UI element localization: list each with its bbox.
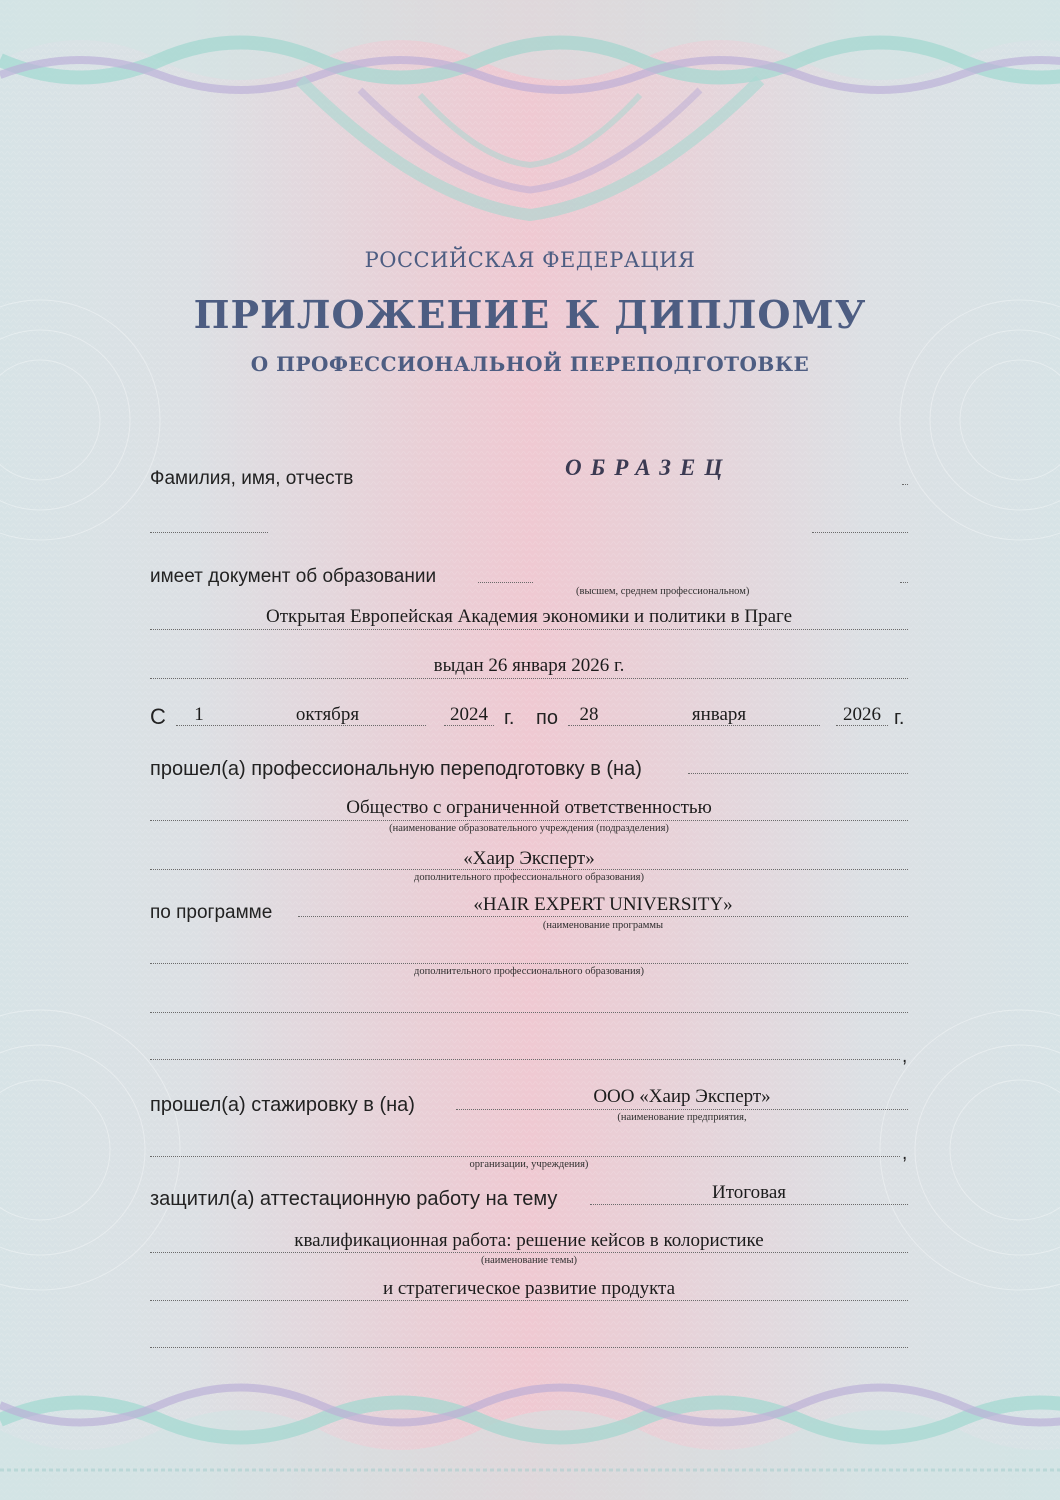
issued-line bbox=[150, 678, 908, 679]
thesis-label: защитил(а) аттестационную работу на тему bbox=[150, 1188, 558, 1210]
page-subtitle: О ПРОФЕССИОНАЛЬНОЙ ПЕРЕПОДГОТОВКЕ bbox=[250, 352, 810, 376]
retraining-org-line1: Общество с ограниченной ответственностью bbox=[346, 797, 712, 818]
period-from-prefix: С bbox=[150, 704, 166, 729]
fio-label: Фамилия, имя, отчеств bbox=[150, 468, 354, 489]
retraining-org-line2: «Хаир Эксперт» bbox=[463, 848, 595, 869]
period-to-day: 28 bbox=[579, 704, 599, 725]
program-line-3 bbox=[150, 1012, 908, 1013]
period-from-year: 2024 bbox=[450, 704, 488, 725]
thesis-line-1 bbox=[590, 1204, 908, 1205]
program-line-4 bbox=[150, 1059, 900, 1060]
internship-label: прошел(а) стажировку в (на) bbox=[150, 1094, 415, 1116]
sample-stamp: ОБРАЗЕЦ bbox=[565, 455, 732, 480]
program-caption2: дополнительного профессионального образования) bbox=[414, 966, 644, 977]
period-year-suffix: г. bbox=[504, 707, 515, 729]
education-caption: (высшем, среднем профессиональном) bbox=[576, 586, 750, 597]
internship-org: ООО «Хаир Эксперт» bbox=[593, 1086, 771, 1107]
program-line bbox=[298, 916, 908, 917]
org-line2-rule bbox=[150, 869, 908, 870]
retraining-line bbox=[688, 773, 908, 774]
org-line1-rule bbox=[150, 820, 908, 821]
institution-line bbox=[150, 629, 908, 630]
education-line-a bbox=[478, 582, 533, 583]
education-line-b bbox=[900, 582, 908, 583]
internship-end-mark: , bbox=[902, 1143, 908, 1164]
retraining-caption1: (наименование образовательного учреждения (подразделения) bbox=[389, 823, 669, 834]
period-from-day: 1 bbox=[194, 704, 204, 725]
internship-caption1: (наименование предприятия, bbox=[617, 1112, 747, 1123]
internship-caption2: организации, учреждения) bbox=[469, 1159, 589, 1170]
thesis-line2: квалификационная работа: решение кейсов в колористике bbox=[294, 1230, 764, 1251]
thesis-line1: Итоговая bbox=[712, 1182, 786, 1203]
period-to-month: января bbox=[691, 704, 747, 725]
program-line-2 bbox=[150, 963, 908, 964]
fio-line-2b bbox=[812, 532, 908, 533]
period-from-month: октября bbox=[295, 704, 360, 725]
fio-line-end bbox=[902, 484, 908, 485]
thesis-line-2-rule bbox=[150, 1252, 908, 1253]
period-end-suffix: г. bbox=[894, 707, 905, 729]
thesis-line3: и стратегическое развитие продукта bbox=[382, 1278, 676, 1299]
program-label: по программе bbox=[150, 902, 273, 923]
fio-line-2a bbox=[150, 532, 268, 533]
education-institution: Открытая Европейская Академия экономики и политики в Праге bbox=[265, 606, 793, 627]
retraining-caption2: дополнительного профессионального образования) bbox=[414, 872, 644, 883]
education-issued: выдан 26 января 2026 г. bbox=[433, 655, 625, 676]
program-name: «HAIR EXPERT UNIVERSITY» bbox=[473, 894, 733, 915]
internship-line bbox=[456, 1109, 908, 1110]
thesis-caption: (наименование темы) bbox=[480, 1255, 578, 1266]
period-to-year: 2026 bbox=[843, 704, 881, 725]
retraining-label: прошел(а) профессиональную переподготовку в (на) bbox=[150, 758, 642, 780]
program-caption1: (наименование программы bbox=[542, 920, 664, 931]
education-label: имеет документ об образовании bbox=[150, 566, 437, 587]
page-title: ПРИЛОЖЕНИЕ К ДИПЛОМУ bbox=[193, 292, 867, 337]
thesis-line-3-rule bbox=[150, 1300, 908, 1301]
internship-line-2 bbox=[150, 1156, 900, 1157]
period-to-prefix: по bbox=[536, 707, 558, 729]
program-end-mark: , bbox=[902, 1046, 908, 1067]
country-heading: РОССИЙСКАЯ ФЕДЕРАЦИЯ bbox=[364, 248, 696, 272]
thesis-line-4-rule bbox=[150, 1347, 908, 1348]
